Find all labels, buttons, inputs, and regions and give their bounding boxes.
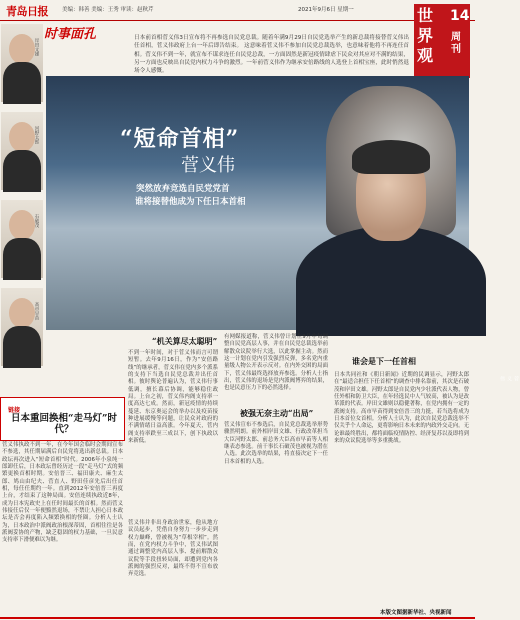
lead-paragraph: 日本前首相菅义伟3日宣布将不再参选自民党总裁。随着年满9月29日自民党选举产生的新总裁将接替菅义伟出任首相，菅义伟政府上台一年后即告结束。 这意味着菅义伟不参加自民党总裁选举，也意味着他将不再连任首相。菅义伟不到一年，就宣布不谋求连任自民党总裁，一方面固然是新冠疫情肆虐下民众对其应对不满的结果，另一方面也反映出自民党内权力斗争的激烈。一年前菅义伟作为继承安倍路线的人选登上首相宝座，此时悄然退场令人感慨。 [134, 35, 409, 75]
body-column-1: 不到一年时间，对于菅义伟而言可谓短暂。去年9月16日，作为“安倍路线”的继承者，菅义伟在党内多个派系的支持下当选自民党总裁并出任首相。彼时舆论普遍认为，菅义伟行事低调，擅长幕后协调，能够稳住政局。上台之初，菅义伟内阁支持率一度高达七成。然而，新冠疫情的持续蔓延、东京奥运会的举办以及疫苗接种进展缓慢等问题，让民众对政府的不满情绪日益高涨。今年夏天，菅内阁支持率跌至三成以下，创下执政以来新低。 [128, 350, 218, 445]
candidate-photo-4 [1, 288, 43, 366]
issue-date: 2021年9月6日 星期一 [298, 7, 354, 13]
section-title [44, 23, 96, 42]
masthead-weekly: 周刊 [451, 32, 461, 55]
body-column-3: 日本共同社和《朝日新闻》近期的民调显示，河野太郎在“最适合担任下任首相”的调查中排名靠前，其次是石破茂和岸田文雄。河野太郎是自民党内少壮派代表人物，曾任外相和防卫大臣，在年轻选民中人气较高，被认为是改革派的代表。岸田文雄则以稳健著称，在党内拥有一定的派阀支持。高市早苗得到安倍晋三的力挺，若当选将成为日本首位女首相。分析人士认为，此次自民党总裁选举不仅关乎个人命运，更将影响日本未来的内政外交走向。无论谁最终胜出，都将面临疫情防控、经济复苏以及即将到来的众议院选举等多重挑战。 [334, 372, 469, 445]
headline-deck-2: 谁将接替他成为下任日本首相 [135, 197, 246, 207]
masthead-title: 世界观 [417, 6, 434, 65]
body-column-1b: 菅义伟并非出身政治世家，他从地方议员起步，凭借自身努力一步步走到权力巅峰，曾被视为“草根宰相”。然而，在党内权力斗争中，菅义伟试图通过调整党内高层人事、提前解散众议院等手段扭转局面，却遭到党内各派阀的强烈反对，最终不得不宣布放弃竞选。 [128, 520, 218, 578]
subhead-3: 谁会是下一任首相 [352, 356, 416, 366]
body-column-2-top: 有网媒报道称，菅义伟曾计划在9月中旬调整自民党高层人事，并在自民党总裁选举前解散众议院举行大选，以此掌握主动。然而这一计划在党内引发强烈反弹，多名党内重量级人物公开表示反对。在内外交困的局面下，菅义伟最终选择放弃参选。分析人士指出，菅义伟的退场是党内派阀博弈的结果，也是民意压力下的必然选择。 [224, 334, 328, 392]
candidate-photo-1 [1, 24, 43, 102]
candidate-name-2: 河野太郎 [34, 126, 39, 144]
candidate-name-3: 石破茂 [34, 214, 39, 228]
candidate-name-4: 高市早苗 [34, 302, 39, 320]
newspaper-logo: 青岛日报 [6, 5, 48, 18]
candidate-name-1: 岸田文雄 [34, 38, 39, 56]
hero-photo-caption: 菅义伟 [499, 376, 519, 381]
candidate-photo-3 [1, 200, 43, 278]
headline-deck-1: 突然放弃竞选自民党党首 [136, 184, 230, 194]
section-title-text: 时事面孔 [44, 27, 97, 42]
sidebar-title: 日本重回换相“走马灯”时代？ [11, 413, 117, 435]
editor-credits: 美编：韩善 美编：王秀 审读：赵秋芹 [62, 7, 154, 13]
bottom-rule [0, 617, 475, 619]
source-credit: 本版文图据新华社、央视新闻 [380, 610, 452, 616]
subhead-1: “机关算尽太聪明” [152, 336, 218, 346]
candidate-photo-column [0, 24, 44, 384]
page-number: 14 [450, 8, 470, 24]
headline-name: 菅义伟 [181, 155, 235, 176]
sidebar-body: 菅义伟执政不到一年，在今年国会临时会期间宣布不参选，其任期届满后自民党将选出新总裁。日本政坛再次进入“短命首相”时代。2006年小泉纯一郎卸任后，日本政坛曾经历过一段“走马灯”式的频繁更换首相时期。安倍晋三、福田康夫、麻生太郎、鸠山由纪夫、菅直人、野田佳彦先后出任首相，每任任期约一年。直到2012年安倍晋三再度上台，才结束了这种局面。安倍连续执政近8年，成为日本宪政史上在任时间最长的首相。然而菅义伟接任后仅一年便黯然退场，不禁让人担心日本政坛是否会再度陷入频繁换相的怪圈。分析人士认为，日本政治中派阀政治根深蒂固，首相往往是各派阀妥协的产物，缺乏稳固的权力基础，一旦民意支持率下滑便难以为继。 [2, 442, 123, 544]
section-masthead [414, 4, 470, 78]
main-headline: “短命首相” [120, 126, 240, 152]
candidate-photo-2 [1, 112, 43, 190]
subhead-2: 被强无奈主动“出局” [240, 408, 314, 418]
body-column-2: 菅义伟宣布不参选后，自民党总裁选举形势骤然明朗。前外相岸田文雄、行政改革担当大臣河野太郎、前总务大臣高市早苗等人相继表态参选。前干事长石破茂也被视为潜在人选。此次选举的结果，将直接决定下一任日本首相的人选。 [224, 422, 328, 465]
top-bar [0, 0, 475, 21]
sidebar-kicker: 链接 [8, 407, 21, 414]
